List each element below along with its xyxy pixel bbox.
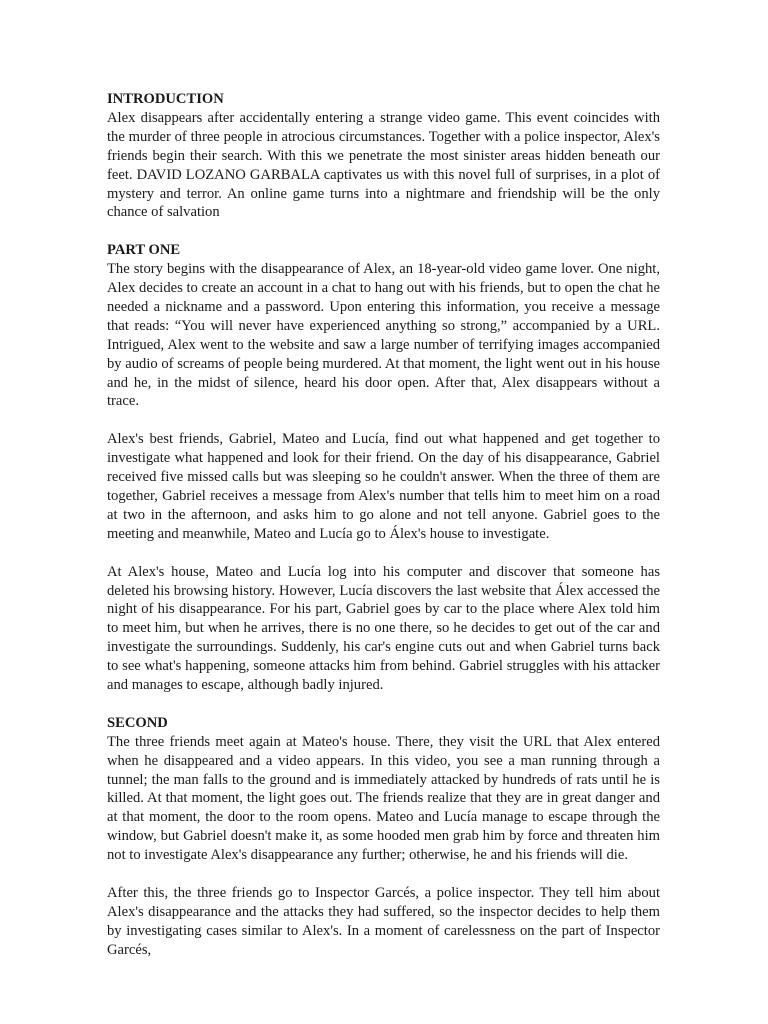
document-page (107, 90, 660, 979)
paragraph: Alex disappears after accidentally entering a strange video game. This event coincides with the murder of three people in atrocious circumstances. Together with a police inspector, Alex's friends begin their search. With this we penetrate the most sinister areas hidden beneath our feet. DAVID LOZANO GARBALA captivates us with this novel full of surprises, in a plot of mystery and terror. An online game turns into a nightmare and friendship will be the only chance of salvation (107, 109, 660, 221)
section-part-one (107, 241, 660, 695)
section-introduction (107, 90, 660, 222)
paragraph: At Alex's house, Mateo and Lucía log into his computer and discover that someone has deleted his browsing history. However, Lucía discovers the last website that Álex accessed the night of his disappearance. For his part, Gabriel goes by car to the place where Alex told him to meet him, but when he arrives, there is no one there, so he decides to get out of the car and investigate the surroundings. Suddenly, his car's engine cuts out and when Gabriel turns back to see what's happening, someone attacks him from behind. Gabriel struggles with his attacker and manages to escape, although badly injured. (107, 563, 660, 694)
paragraph: The three friends meet again at Mateo's house. There, they visit the URL that Alex entered when he disappeared and a video appears. In this video, you see a man running through a tunnel; the man falls to the ground and is immediately attacked by hundreds of rats until he is killed. At that moment, the light goes out. The friends realize that they are in great danger and at that moment, the door to the room opens. Mateo and Lucía manage to escape through the window, but Gabriel doesn't make it, as some hooded men grab him by force and threaten him not to investigate Alex's disappearance any further; otherwise, he and his friends will die. (107, 733, 660, 864)
section-heading: INTRODUCTION (107, 91, 224, 107)
section-heading: PART ONE (107, 242, 181, 259)
section-second (107, 714, 660, 960)
paragraph: Alex's best friends, Gabriel, Mateo and Lucía, find out what happened and get together to investigate what happened and look for their friend. On the day of his disappearance, Gabriel received five missed calls but was sleeping so he couldn't answer. When the three of them are together, Gabriel receives a message from Alex's number that tells him to meet him on a road at two in the afternoon, and asks him to go alone and not tell anyone. Gabriel goes to the meeting and meanwhile, Mateo and Lucía go to Álex's house to investigate. (107, 431, 660, 542)
paragraph: After this, the three friends go to Inspector Garcés, a police inspector. They tell him about Alex's disappearance and the attacks they had suffered, so the inspector decides to help them by investigating cases similar to Alex's. In a moment of carelessness on the part of Inspector Garcés, (107, 884, 660, 958)
paragraph: The story begins with the disappearance of Alex, an 18-year-old video game lover. One night, Alex decides to create an account in a chat to hang out with his friends, but to open the chat he needed a nickname and a password. Upon entering this information, you receive a message that reads: “You will never have experienced anything so strong,” accompanied by a URL. Intrigued, Alex went to the website and saw a large number of terrifying images accompanied by audio of screams of people being murdered. At that moment, the light went out in his house and he, in the midst of silence, heard his door open. After that, Alex disappears without a trace. (107, 261, 660, 410)
section-heading: SECOND (107, 714, 168, 731)
